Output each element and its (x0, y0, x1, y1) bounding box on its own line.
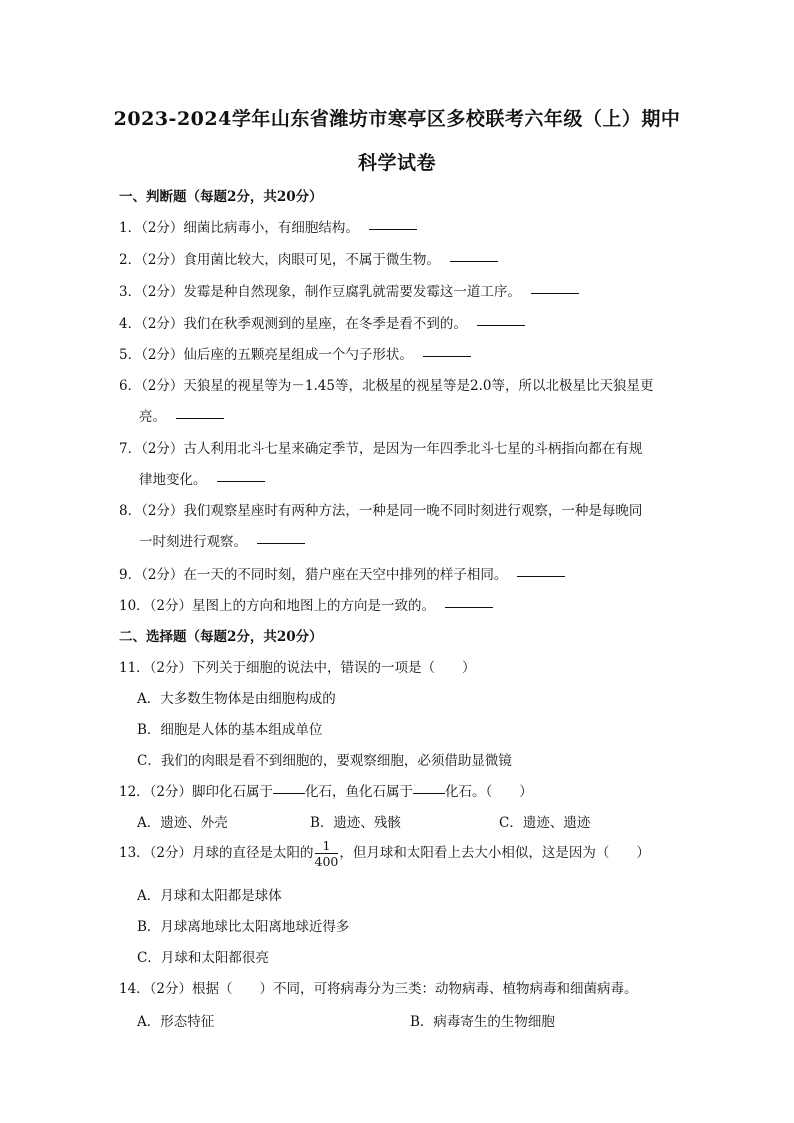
fraction-denominator: 400 (314, 854, 339, 869)
question-12 (119, 780, 533, 800)
answer-blank (257, 542, 305, 544)
question-2 (119, 248, 498, 268)
fill-blank (413, 792, 445, 794)
question-10 (119, 594, 493, 614)
question-9-text: 9．（2分）在一天的不同时刻，猎户座在天空中排列的样子相同。 (119, 567, 508, 583)
question-13-text-1: 13．（2分）月球的直径是太阳的 (119, 845, 314, 861)
question-14-option-a: A．形态特征 (137, 1014, 215, 1030)
answer-blank (531, 292, 579, 294)
fraction (315, 838, 339, 869)
question-8-text-end: 一时刻进行观察。 (139, 534, 247, 550)
question-13-option-a: A．月球和太阳都是球体 (137, 888, 282, 904)
answer-blank (517, 575, 565, 577)
question-5 (119, 343, 471, 363)
question-8: 8．（2分）我们观察星座时有两种方法，一种是同一晚不同时刻进行观察，一种是每晚同 (119, 503, 643, 519)
question-9 (119, 563, 565, 583)
question-6-continued (139, 405, 224, 425)
question-6: 6．（2分）天狼星的视星等为－1.45等，北极星的视星等是2.0等，所以北极星比天狼星更 (119, 378, 654, 394)
fraction-numerator: 1 (315, 838, 339, 854)
question-11-option-c: C．我们的肉眼是看不到细胞的，要观察细胞，必须借助显微镜 (137, 753, 512, 769)
answer-blank (450, 260, 498, 262)
answer-blank (445, 606, 493, 608)
question-3-text: 3．（2分）发霉是种自然现象，制作豆腐乳就需要发霉这一道工序。 (119, 284, 521, 300)
answer-blank (176, 417, 224, 419)
question-13 (119, 838, 650, 869)
question-12-text-2: 化石，鱼化石属于 (305, 784, 414, 800)
question-6-text-end: 亮。 (139, 409, 166, 425)
question-12-option-b: B．遗迹、残骸 (310, 815, 401, 831)
question-1 (119, 216, 417, 236)
section-heading-judgement: 一、判断题（每题2分，共20分） (119, 189, 323, 205)
question-10-text: 10．（2分）星图上的方向和地图上的方向是一致的。 (119, 598, 436, 614)
question-13-option-c: C．月球和太阳都很亮 (137, 950, 269, 966)
section-heading-choice: 二、选择题（每题2分，共20分） (119, 629, 323, 645)
answer-blank (423, 355, 471, 357)
answer-blank (369, 228, 417, 230)
question-2-text: 2．（2分）食用菌比较大，肉眼可见，不属于微生物。 (119, 252, 440, 268)
question-7-text-end: 律地变化。 (139, 472, 207, 488)
question-14: 14．（2分）根据（ ）不同，可将病毒分为三类：动物病毒、植物病毒和细菌病毒。 (119, 981, 638, 997)
question-1-text: 1．（2分）细菌比病毒小，有细胞结构。 (119, 220, 359, 236)
question-11-option-b: B．细胞是人体的基本组成单位 (137, 722, 323, 738)
question-12-text-3: 化石。（ ） (445, 784, 533, 800)
question-7-continued (139, 468, 265, 488)
question-12-text-1: 12．（2分）脚印化石属于 (119, 784, 274, 800)
question-11-option-a: A．大多数生物体是由细胞构成的 (137, 691, 336, 707)
fill-blank (273, 792, 305, 794)
exam-title-line-1: 2023-2024学年山东省潍坊市寒亭区多校联考六年级（上）期中 (113, 108, 681, 130)
question-4 (119, 312, 525, 332)
question-11: 11．（2分）下列关于细胞的说法中，错误的一项是（ ） (119, 660, 476, 676)
question-8-continued (139, 530, 305, 550)
exam-title-line-2: 科学试卷 (357, 152, 436, 174)
question-5-text: 5．（2分）仙后座的五颗亮星组成一个勺子形状。 (119, 347, 413, 363)
question-12-option-c: C．遗迹、遗迹 (499, 815, 591, 831)
question-3 (119, 280, 579, 300)
answer-blank (477, 324, 525, 326)
question-7: 7．（2分）古人利用北斗七星来确定季节，是因为一年四季北斗七星的斗柄指向都在有规 (119, 441, 643, 457)
question-14-option-b: B．病毒寄生的生物细胞 (410, 1014, 555, 1030)
answer-blank (217, 480, 265, 482)
question-13-text-2: ，但月球和太阳看上去大小相似，这是因为（ ） (339, 845, 650, 861)
question-12-option-a: A．遗迹、外壳 (137, 815, 228, 831)
question-4-text: 4．（2分）我们在秋季观测到的星座，在冬季是看不到的。 (119, 316, 467, 332)
question-13-option-b: B．月球离地球比太阳离地球近得多 (137, 919, 350, 935)
